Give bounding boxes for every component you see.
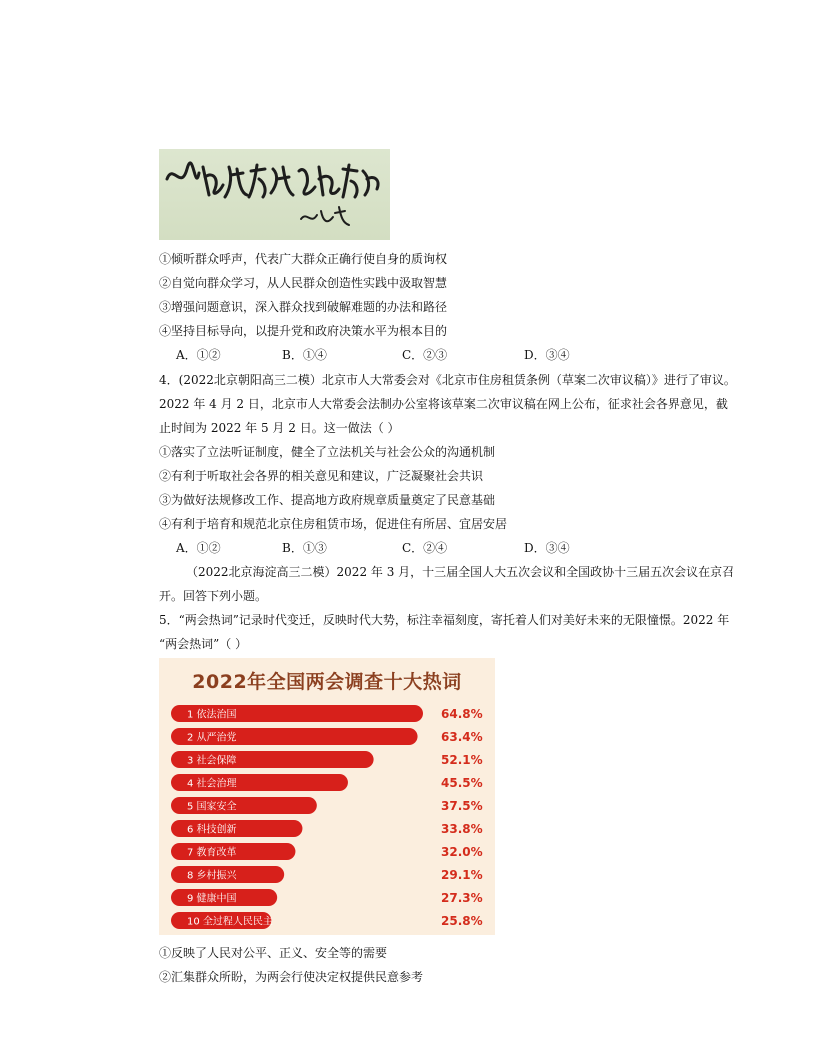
- chart-bar-label: 10 全过程人民民主: [187, 916, 273, 928]
- q4-option-d[interactable]: D．③④: [524, 541, 570, 555]
- chart-svg: [159, 658, 495, 935]
- q4-stem-line-3: 止时间为 2022 年 5 月 2 日。这一做法（ ）: [159, 421, 400, 435]
- q4-choice-3: ③为做好法规修改工作、提高地方政府规章质量奠定了民意基础: [159, 493, 496, 507]
- chart-value-label: 33.8%: [441, 822, 483, 836]
- intro-line-2: 开。回答下列小题。: [159, 589, 268, 603]
- q4-stem-line-2: 2022 年 4 月 2 日，北京市人大常委会法制办公室将该草案二次审议稿在网上公布，征求社会各界意见，截: [159, 397, 728, 411]
- chart-value-label: 32.0%: [441, 845, 483, 859]
- q5-choice-2: ②汇集群众所盼，为两会行使决定权提供民意参考: [159, 970, 424, 984]
- q3-choice-3: ③增强问题意识，深入群众找到破解难题的办法和路径: [159, 300, 448, 314]
- chart-value-label: 37.5%: [441, 799, 483, 813]
- chart-bar-label: 3 社会保障: [187, 755, 237, 767]
- q4-stem-line-1: 4．(2022北京朝阳高三二模）北京市人大常委会对《北京市住房租赁条例（草案二次审议稿）》进行了审议。: [159, 373, 736, 387]
- chart-value-label: 63.4%: [441, 730, 483, 744]
- q4-option-c[interactable]: C．②④: [402, 541, 448, 555]
- q5-stem-line-1: 5．“两会热词”记录时代变迁，反映时代大势，标注幸福刻度，寄托着人们对美好未来的无限憧憬。2022 年: [159, 613, 730, 627]
- q5-choice-1: ①反映了人民对公平、正义、安全等的需要: [159, 946, 388, 960]
- q3-option-d[interactable]: D．③④: [524, 348, 570, 362]
- chart-value-label: 27.3%: [441, 891, 483, 905]
- chart-value-label: 45.5%: [441, 776, 483, 790]
- chart-value-label: 52.1%: [441, 753, 483, 767]
- calligraphy-image: [159, 149, 390, 240]
- chart-bar-label: 5 国家安全: [187, 801, 237, 813]
- hot-words-chart: [159, 658, 495, 935]
- q5-stem-line-2: “两会热词”（ ）: [159, 637, 248, 651]
- q4-choice-1: ①落实了立法听证制度，健全了立法机关与社会公众的沟通机制: [159, 445, 496, 459]
- q3-choice-2: ②自觉向群众学习，从人民群众创造性实践中汲取智慧: [159, 276, 448, 290]
- q4-option-b[interactable]: B．①③: [282, 541, 327, 555]
- chart-bar-label: 4 社会治理: [187, 778, 237, 790]
- chart-value-label: 25.8%: [441, 914, 483, 928]
- chart-title: 2022年全国两会调查十大热词: [192, 671, 462, 693]
- q3-option-b[interactable]: B．①④: [282, 348, 327, 362]
- chart-bar-label: 9 健康中国: [187, 893, 237, 905]
- chart-bar-label: 7 教育改革: [187, 847, 237, 859]
- intro-line-1: （2022北京海淀高三二模）2022 年 3 月，十三届全国人大五次会议和全国政协十三届五次会议在京召: [186, 565, 735, 579]
- chart-bar-label: 6 科技创新: [187, 824, 237, 836]
- chart-bar-label: 8 乡村振兴: [187, 870, 237, 882]
- q3-choice-1: ①倾听群众呼声，代表广大群众正确行使自身的质询权: [159, 252, 448, 266]
- chart-value-label: 29.1%: [441, 868, 483, 882]
- chart-bar-label: 1 依法治国: [187, 709, 237, 721]
- q3-choice-4: ④坚持目标导向，以提升党和政府决策水平为根本目的: [159, 324, 448, 338]
- q3-option-c[interactable]: C．②③: [402, 348, 448, 362]
- q3-option-a[interactable]: A．①②: [176, 348, 221, 362]
- q4-option-a[interactable]: A．①②: [176, 541, 221, 555]
- chart-value-label: 64.8%: [441, 707, 483, 721]
- q4-choice-2: ②有利于听取社会各界的相关意见和建议，广泛凝聚社会共识: [159, 469, 484, 483]
- chart-bar-label: 2 从严治党: [187, 732, 237, 744]
- q4-choice-4: ④有利于培育和规范北京住房租赁市场，促进住有所居、宜居安居: [159, 517, 508, 531]
